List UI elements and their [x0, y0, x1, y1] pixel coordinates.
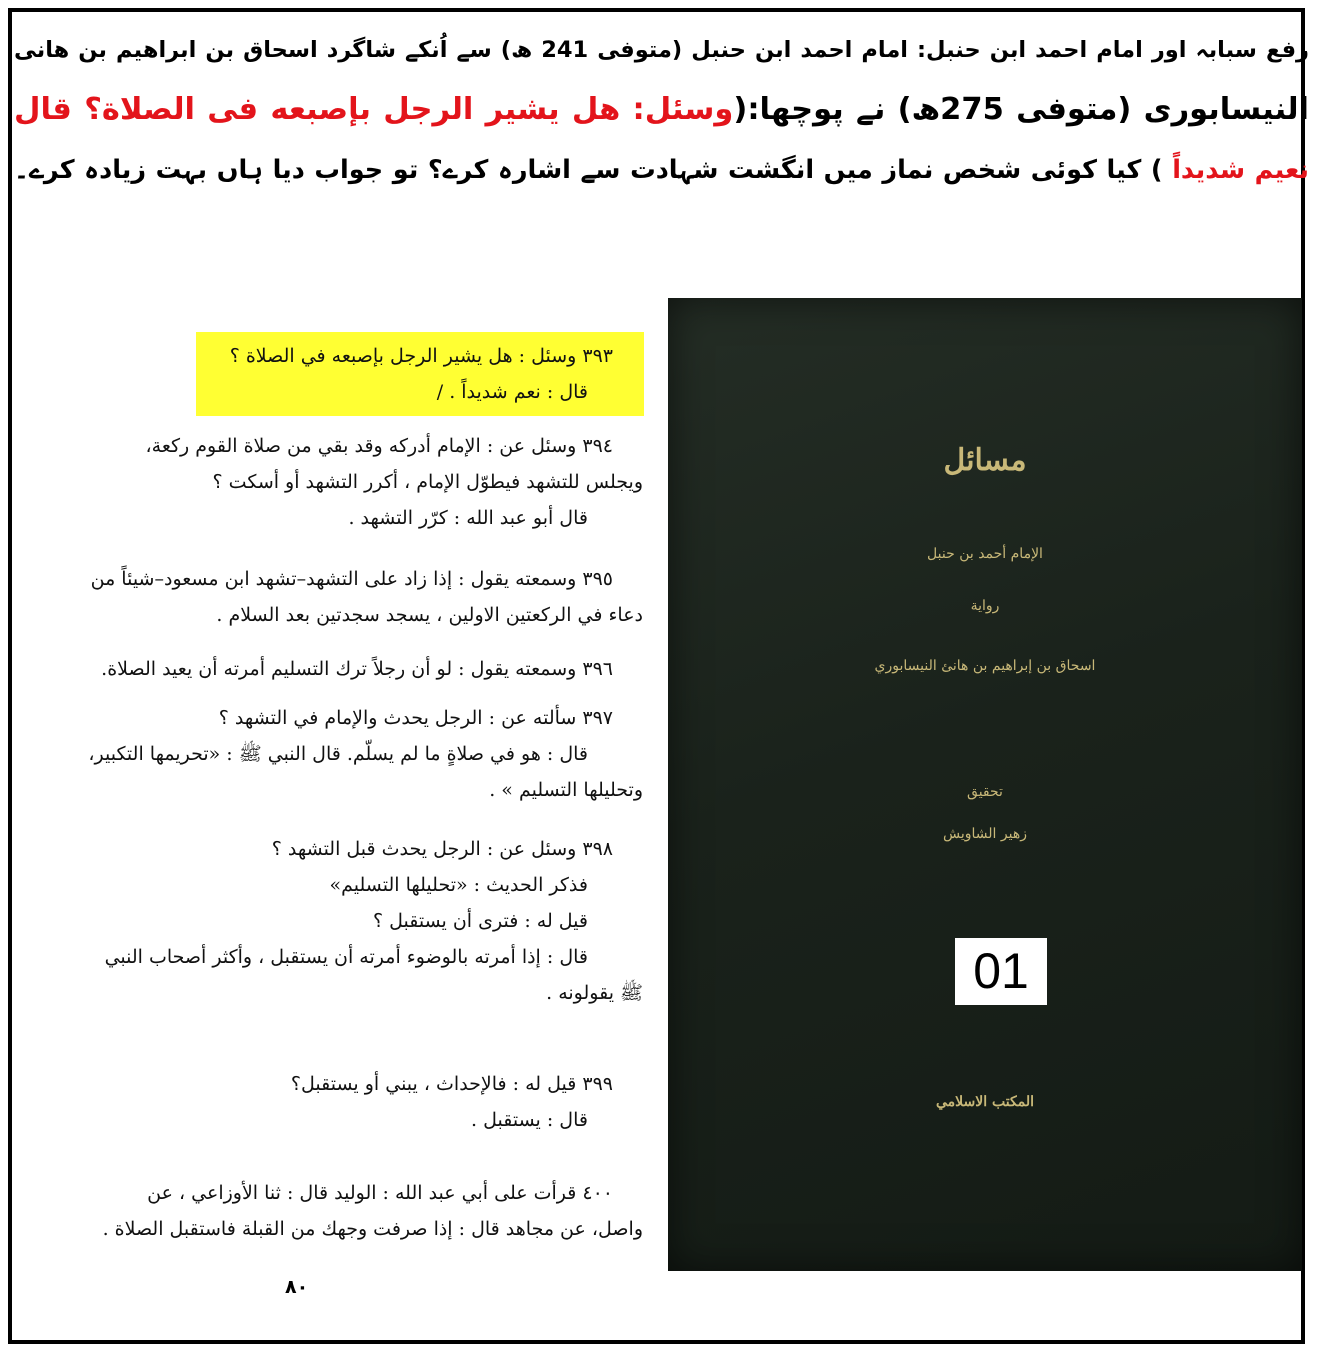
entry-395	[38, 561, 643, 633]
header-line-3-text: ) کیا کوئی شخص نماز میں انگشت شہادت سے اشارہ کرے؟ تو جواب دیا ہاں بہت زیادہ کرے۔	[14, 155, 1173, 185]
entry-398-line-5: ﷺ يقولونه .	[546, 982, 643, 1004]
entry-398-line-3: قيل له : فترى أن يستقبل ؟	[372, 910, 588, 932]
cover-riwaya: رواية	[970, 598, 1000, 614]
entry-393-line-1: ٣٩٣ وسئل : هل يشير الرجل بإصبعه في الصلاة ؟	[229, 345, 613, 367]
entry-396-line-1: ٣٩٦ وسمعته يقول : لو أن رجلاً ترك التسليم أمرته أن يعيد الصلاة.	[101, 658, 613, 680]
entry-395-line-1: ٣٩٥ وسمعته يقول : إذا زاد على التشهد–تشهد ابن مسعود–شيئاً من	[90, 568, 613, 590]
header-line-2	[14, 82, 1309, 142]
entry-393-line-2: قال : نعم شديداً . /	[436, 381, 588, 403]
cover-title: مسائل	[943, 443, 1027, 478]
entry-394-line-3: قال أبو عبد الله : كرّر التشهد .	[348, 507, 588, 529]
entry-400-line-1: ٤٠٠ قرأت على أبي عبد الله : الوليد قال : ثنا الأوزاعي ، عن	[147, 1182, 613, 1204]
entry-394-line-2: ويجلس للتشهد فيطوّل الإمام ، أكرر التشهد أو أسكت ؟	[212, 471, 643, 493]
entry-397-line-2: قال : هو في صلاةٍ ما لم يسلّم. قال النبي ﷺ : «تحريمها التكبير،	[88, 743, 588, 765]
entry-397	[38, 700, 643, 808]
arabic-answer-red: نعیم شدیداً	[1172, 155, 1309, 185]
entry-398-line-1: ٣٩٨ وسئل عن : الرجل يحدث قبل التشهد ؟	[271, 838, 613, 860]
header-line-2-text: النیسابوری (متوفی 275ھ) نے پوچھا:(	[733, 92, 1309, 127]
book-page-scan	[38, 318, 653, 1338]
urdu-header	[14, 22, 1309, 202]
entry-398-line-2: فذكر الحديث : «تحليلها التسليم»	[329, 874, 588, 896]
header-line-1-text: رفع سبابہ اور امام احمد ابن حنبل: امام احمد ابن حنبل (متوفی 241 ھ) سے اُنکے شاگرد اسحاق بن ابراھیم بن ھانی	[14, 37, 1309, 63]
entry-399	[38, 1066, 643, 1138]
header-line-1	[14, 22, 1309, 82]
entry-399-line-2: قال : يستقبل .	[471, 1109, 588, 1131]
entry-397-line-3: وتحليلها التسليم » .	[489, 779, 643, 801]
cover-author: الإمام أحمد بن حنبل	[927, 546, 1043, 562]
entry-398-line-4: قال : إذا أمرته بالوضوء أمرته أن يستقبل ، وأكثر أصحاب النبي	[104, 946, 588, 968]
entry-400-line-2: واصل، عن مجاهد قال : إذا صرفت وجهك من القبلة فاستقبل الصلاة .	[102, 1218, 643, 1240]
page-number: ٨٠	[285, 1276, 309, 1298]
cover-narrator: اسحاق بن إبراهيم بن هانئ النيسابوري	[874, 658, 1096, 674]
volume-badge: 01	[955, 938, 1047, 1005]
cover-publisher: المكتب الاسلامي	[936, 1094, 1034, 1110]
entry-395-line-2: دعاء في الركعتين الاولين ، يسجد سجدتين بعد السلام .	[216, 604, 643, 626]
entry-393	[38, 338, 643, 410]
entry-394	[38, 428, 643, 536]
entry-394-line-1: ٣٩٤ وسئل عن : الإمام أدركه وقد بقي من صلاة القوم ركعة،	[145, 435, 613, 457]
entry-398	[38, 831, 643, 1011]
book-cover	[668, 298, 1302, 1271]
cover-tahqiq: تحقيق	[967, 784, 1003, 800]
entry-400	[38, 1175, 643, 1247]
arabic-quote-red: وسئل: ھل یشیر الرجل بإصبعه فی الصلاة؟ قال	[14, 92, 734, 127]
cover-editor: زهير الشاويش	[943, 826, 1027, 842]
entry-396	[38, 651, 643, 687]
entry-397-line-1: ٣٩٧ سألته عن : الرجل يحدث والإمام في التشهد ؟	[218, 707, 613, 729]
header-line-3	[14, 142, 1309, 202]
entry-399-line-1: ٣٩٩ قيل له : فالإحداث ، يبني أو يستقبل؟	[290, 1073, 613, 1095]
